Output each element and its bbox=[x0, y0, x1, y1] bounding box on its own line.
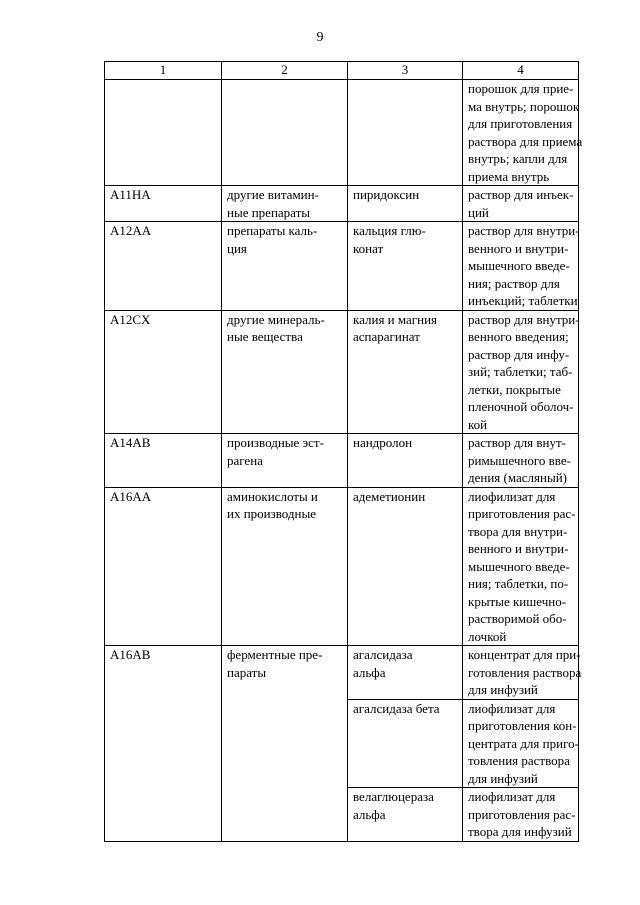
group-name-cell bbox=[222, 186, 348, 222]
dosage-form-cell-line: внутрь; капли для bbox=[468, 151, 568, 166]
dosage-form-cell-line: мышечного введе- bbox=[468, 258, 570, 273]
group-name-cell-line: препараты каль- bbox=[227, 223, 318, 238]
dosage-form-cell-line: лиофилизат для bbox=[468, 789, 556, 804]
atc-code-cell-line: A14AB bbox=[110, 435, 151, 450]
group-name-cell-line: ные вещества bbox=[227, 329, 303, 344]
drug-name-cell bbox=[348, 699, 463, 788]
dosage-form-cell bbox=[463, 487, 579, 646]
dosage-form-cell-line: раствор для инфу- bbox=[468, 346, 570, 362]
atc-code-cell-line: A12CX bbox=[110, 311, 151, 327]
dosage-form-cell-line: летки, покрытые bbox=[468, 381, 561, 397]
dosage-form-cell-line: центрата для приго- bbox=[468, 735, 579, 751]
table-row bbox=[105, 487, 579, 646]
drug-name-cell-line: пиридоксин bbox=[353, 187, 420, 202]
group-name-cell-line: ферментные пре- bbox=[227, 647, 323, 662]
dosage-form-cell-line: для инфузий bbox=[468, 682, 538, 697]
page-number: 9 bbox=[316, 30, 324, 45]
drug-name-cell bbox=[348, 310, 463, 434]
atc-code-cell bbox=[105, 222, 222, 311]
drug-name-cell-line: нандролон bbox=[353, 435, 413, 450]
dosage-form-cell-line: ния; таблетки, по- bbox=[468, 576, 569, 591]
table-row bbox=[105, 222, 579, 311]
dosage-form-cell-line: лиофилизат для bbox=[468, 700, 556, 716]
drug-name-cell-line: аспарагинат bbox=[353, 329, 420, 344]
group-name-cell bbox=[222, 487, 348, 646]
dosage-form-cell-line: венного введения; bbox=[468, 329, 569, 344]
table-row bbox=[105, 186, 579, 222]
dosage-form-cell bbox=[463, 80, 583, 186]
dosage-form-cell-line: раствора для приема bbox=[468, 133, 583, 149]
group-name-cell bbox=[222, 434, 348, 488]
dosage-form-cell bbox=[463, 434, 579, 488]
dosage-form-cell-line: твора для инфузий bbox=[468, 824, 572, 839]
group-name-cell-line: ция bbox=[227, 240, 247, 256]
dosage-form-cell-line: раствор для внут- bbox=[468, 435, 566, 450]
group-name-cell-line: их производные bbox=[227, 506, 317, 521]
column-number-2: 2 bbox=[222, 62, 348, 80]
dosage-form-cell-line: инъекций; таблетки bbox=[468, 293, 578, 308]
group-name-cell-line: параты bbox=[227, 664, 267, 680]
drug-name-cell bbox=[348, 222, 463, 311]
drug-name-cell-line: конат bbox=[353, 240, 384, 256]
atc-code-cell bbox=[105, 646, 222, 842]
table-row bbox=[105, 434, 579, 488]
dosage-form-cell-line: ма внутрь; порошок bbox=[468, 98, 580, 114]
dosage-form-cell-line: концентрат для при- bbox=[468, 647, 581, 662]
group-name-cell-line: аминокислоты и bbox=[227, 488, 318, 504]
group-name-cell-line: ные препараты bbox=[227, 204, 311, 220]
dosage-form-cell-line: лиофилизат для bbox=[468, 488, 556, 504]
dosage-form-cell bbox=[463, 646, 582, 700]
column-number-row bbox=[105, 62, 579, 80]
atc-code-cell-line: A11HA bbox=[110, 187, 151, 202]
group-name-cell bbox=[222, 310, 348, 434]
drug-name-cell-line: адеметионин bbox=[353, 488, 426, 504]
drug-name-cell bbox=[348, 186, 463, 222]
dosage-form-cell-line: приготовления рас- bbox=[468, 506, 576, 521]
group-name-cell-line: рагена bbox=[227, 452, 263, 468]
dosage-form-cell-line: крытые кишечно- bbox=[468, 593, 567, 609]
atc-code-cell bbox=[105, 310, 222, 434]
dosage-form-cell-line: для инфузий bbox=[468, 770, 538, 786]
dosage-form-cell-line: ций bbox=[468, 204, 489, 220]
dosage-form-cell-line: растворимой обо- bbox=[468, 611, 567, 626]
dosage-form-cell-line: пленочной оболоч- bbox=[468, 399, 574, 414]
dosage-form-cell bbox=[463, 186, 579, 222]
drug-name-cell-line: альфа bbox=[353, 806, 386, 822]
drug-name-cell-line: агалсидаза bbox=[353, 647, 413, 662]
dosage-form-cell-line: раствор для внутри- bbox=[468, 223, 580, 238]
drug-table bbox=[104, 61, 583, 842]
drug-name-cell-line: велаглюцераза bbox=[353, 789, 434, 804]
drug-name-cell-line: кальция глю- bbox=[353, 223, 426, 238]
atc-code-cell bbox=[105, 80, 222, 186]
dosage-form-cell-line: приема внутрь bbox=[468, 168, 550, 184]
dosage-form-cell-line: раствор для инъек- bbox=[468, 187, 574, 202]
table-row bbox=[105, 310, 579, 434]
table-row bbox=[105, 646, 579, 700]
table-row bbox=[105, 80, 579, 186]
column-number-4: 4 bbox=[463, 62, 579, 80]
group-name-cell-line: другие минераль- bbox=[227, 311, 325, 327]
drug-name-cell bbox=[348, 788, 463, 842]
group-name-cell bbox=[222, 646, 348, 842]
drug-name-cell-line: агалсидаза бета bbox=[353, 700, 440, 716]
group-name-cell-line: производные эст- bbox=[227, 435, 324, 450]
atc-code-cell bbox=[105, 186, 222, 222]
dosage-form-cell bbox=[463, 699, 579, 788]
dosage-form-cell-line: мышечного введе- bbox=[468, 558, 570, 574]
atc-code-cell-line: A16AA bbox=[110, 488, 152, 504]
dosage-form-cell-line: товления раствора bbox=[468, 753, 570, 768]
dosage-form-cell-line: приготовления кон- bbox=[468, 718, 577, 733]
dosage-form-cell-line: кой bbox=[468, 416, 488, 432]
dosage-form-cell-line: римышечного вве- bbox=[468, 452, 571, 468]
drug-name-cell bbox=[348, 646, 463, 700]
dosage-form-cell-line: порошок для прие- bbox=[468, 81, 574, 96]
dosage-form-cell-line: лочкой bbox=[468, 628, 507, 644]
atc-code-cell-line: A12AA bbox=[110, 223, 152, 238]
column-number-3: 3 bbox=[348, 62, 463, 80]
dosage-form-cell-line: венного и внутри- bbox=[468, 541, 569, 556]
dosage-form-cell-line: раствор для внутри- bbox=[468, 311, 580, 327]
atc-code-cell bbox=[105, 434, 222, 488]
drug-name-cell-line: калия и магния bbox=[353, 311, 438, 327]
atc-code-cell-line: A16AB bbox=[110, 647, 151, 662]
group-name-cell bbox=[222, 80, 348, 186]
drug-name-cell bbox=[348, 80, 463, 186]
dosage-form-cell-line: твора для внутри- bbox=[468, 523, 568, 539]
dosage-form-cell-line: венного и внутри- bbox=[468, 240, 569, 256]
dosage-form-cell-line: дения (масляный) bbox=[468, 470, 567, 485]
drug-name-cell-line: альфа bbox=[353, 664, 386, 680]
dosage-form-cell bbox=[463, 788, 579, 842]
drug-name-cell bbox=[348, 434, 463, 488]
dosage-form-cell bbox=[463, 222, 579, 311]
dosage-form-cell bbox=[463, 310, 579, 434]
group-name-cell-line: другие витамин- bbox=[227, 187, 319, 202]
dosage-form-cell-line: ния; раствор для bbox=[468, 275, 560, 291]
dosage-form-cell-line: готовления раствора bbox=[468, 664, 582, 680]
table-body bbox=[105, 80, 583, 842]
group-name-cell bbox=[222, 222, 348, 311]
drug-name-cell bbox=[348, 487, 463, 646]
atc-code-cell bbox=[105, 487, 222, 646]
dosage-form-cell-line: зий; таблетки; таб- bbox=[468, 364, 573, 379]
dosage-form-cell-line: для приготовления bbox=[468, 116, 573, 131]
column-number-1: 1 bbox=[105, 62, 222, 80]
dosage-form-cell-line: приготовления рас- bbox=[468, 806, 576, 822]
